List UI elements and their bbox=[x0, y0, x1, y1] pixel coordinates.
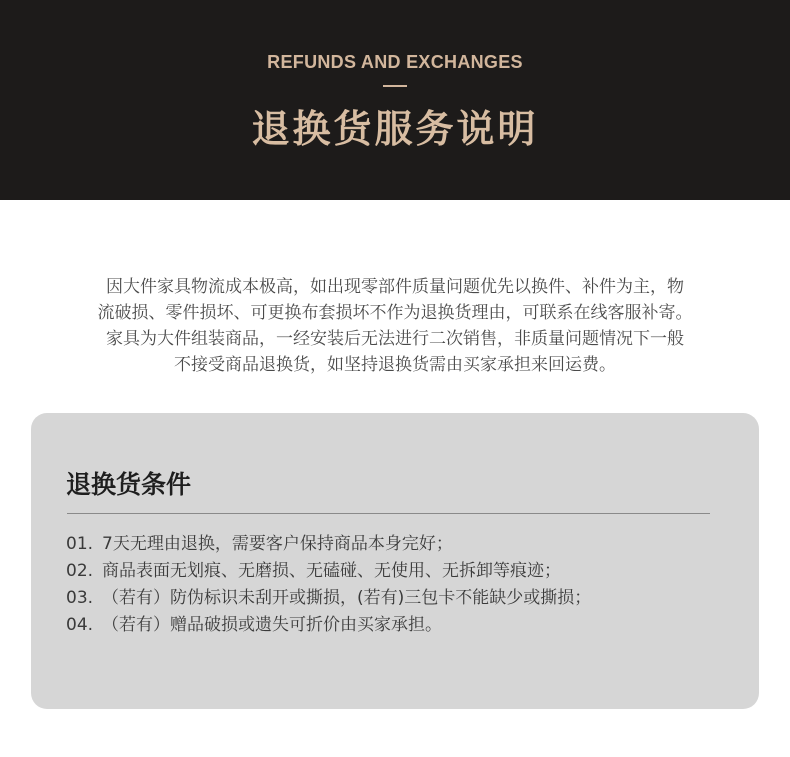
intro-paragraph bbox=[55, 274, 735, 378]
condition-item bbox=[66, 558, 591, 585]
condition-text: 7天无理由退换，需要客户保持商品本身完好； bbox=[102, 534, 453, 554]
condition-text: （若有）赠品破损或遗失可折价由买家承担。 bbox=[102, 615, 442, 635]
condition-number: 04. bbox=[66, 615, 94, 635]
condition-text: （若有）防伪标识未刮开或撕损，(若有)三包卡不能缺少或撕损； bbox=[102, 588, 592, 608]
intro-line: 不接受商品退换货，如坚持退换货需由买家承担来回运费。 bbox=[174, 355, 616, 375]
condition-number: 01. bbox=[66, 534, 94, 554]
header-banner bbox=[0, 0, 790, 200]
conditions-divider bbox=[67, 513, 710, 514]
header-chinese-title: 退换货服务说明 bbox=[251, 107, 539, 151]
condition-number: 02. bbox=[66, 561, 94, 581]
condition-item bbox=[66, 585, 591, 612]
condition-text: 商品表面无划痕、无磨损、无磕碰、无使用、无拆卸等痕迹； bbox=[102, 561, 561, 581]
condition-item bbox=[66, 612, 591, 639]
conditions-list bbox=[66, 531, 591, 639]
intro-line: 家具为大件组装商品，一经安装后无法进行二次销售，非质量问题情况下一般 bbox=[106, 329, 684, 349]
conditions-title: 退换货条件 bbox=[66, 470, 192, 499]
header-divider bbox=[383, 85, 407, 87]
intro-line: 流破损、零件损坏、可更换布套损坏不作为退换货理由，可联系在线客服补寄。 bbox=[97, 303, 693, 323]
condition-item bbox=[66, 531, 591, 558]
conditions-card bbox=[31, 413, 759, 709]
header-english-title: REFUNDS AND EXCHANGES bbox=[267, 52, 523, 72]
condition-number: 03. bbox=[66, 588, 94, 608]
intro-line: 因大件家具物流成本极高，如出现零部件质量问题优先以换件、补件为主，物 bbox=[106, 277, 684, 297]
